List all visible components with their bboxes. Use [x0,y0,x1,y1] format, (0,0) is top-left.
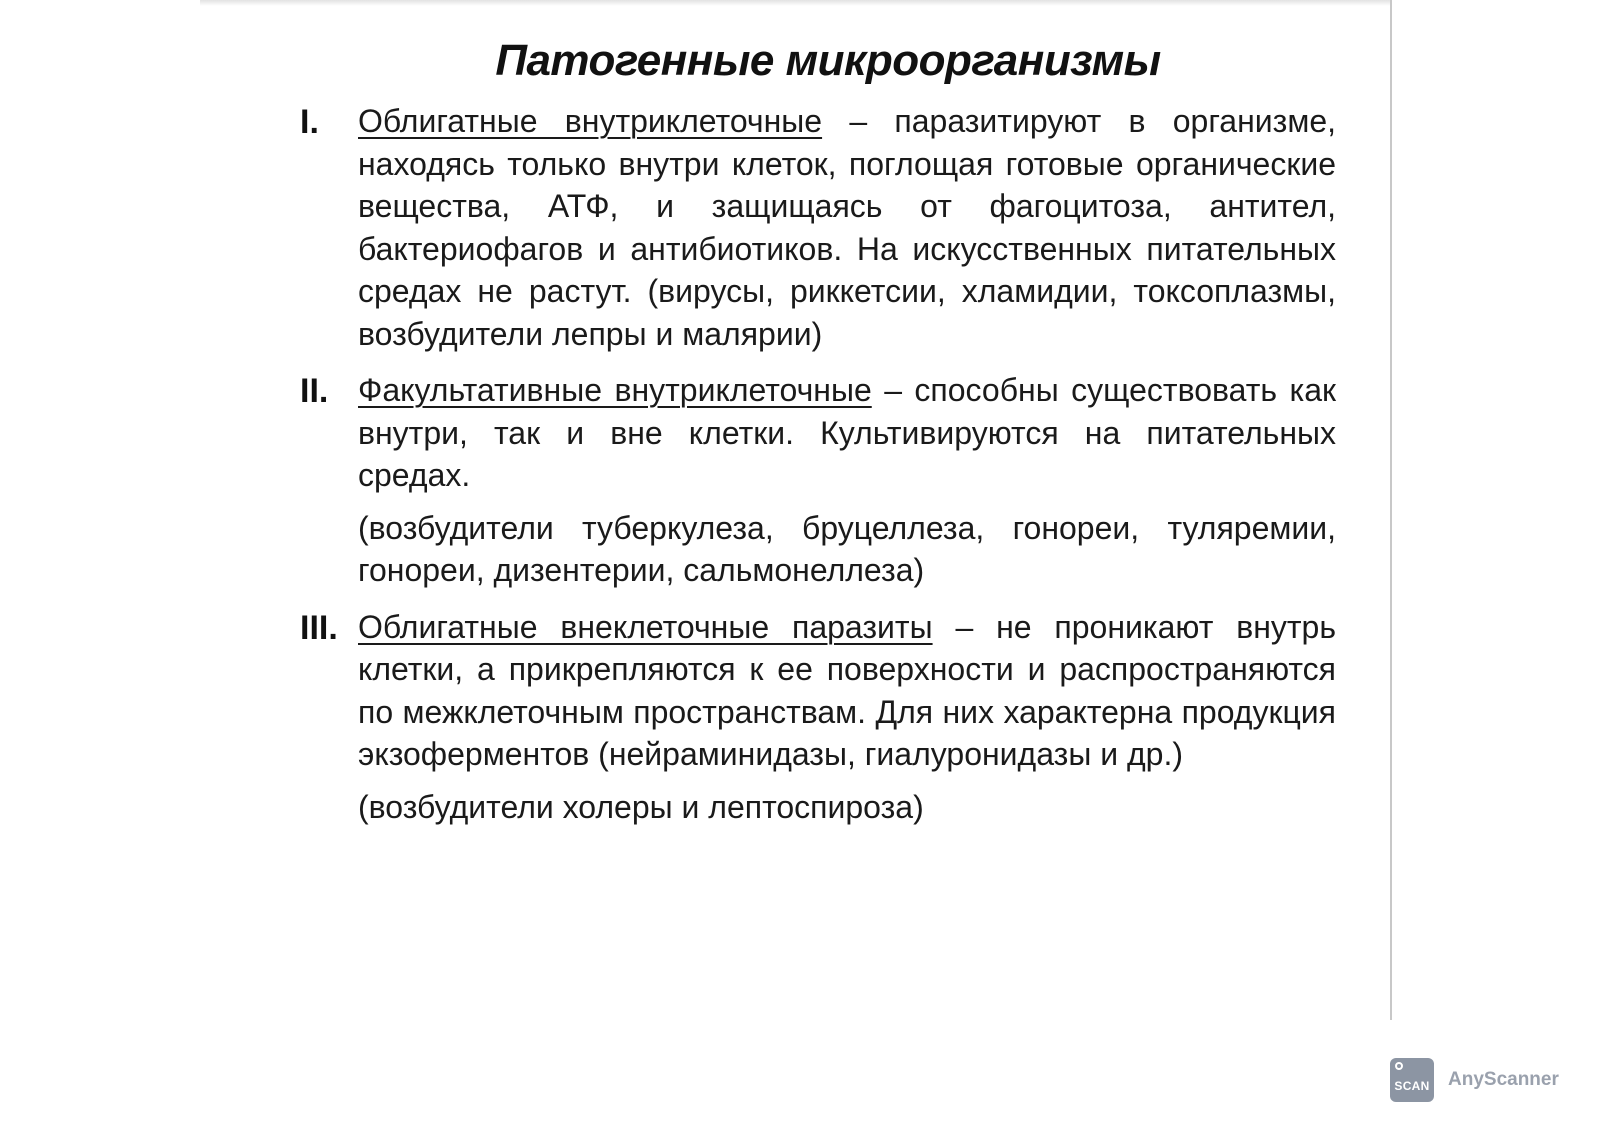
lens-dot-icon [1395,1062,1403,1070]
section-term: Факультативные внутриклеточные [358,372,872,408]
document-page [300,36,1336,996]
section-definition-text: – способны существовать как внутри, так и вне клетки. Культивируются на питательных средах. [358,372,1336,493]
section-term: Облигатные внутриклеточные [358,103,823,139]
section-examples: (возбудители холеры и лептоспироза) [358,788,924,825]
brand-name: AnyScanner [1448,1069,1559,1090]
section-definition [358,606,1336,776]
section-definition [358,369,1336,497]
section-examples: (возбудители туберкулеза, бруцеллеза, гонореи, туляремии, гонореи, дизентерии, сальмонеллеза) [358,509,1336,588]
page-title: Патогенные микроорганизмы [495,36,1161,85]
section-term: Облигатные внеклеточные паразиты [358,608,933,645]
scan-top-shadow [200,0,1390,6]
section-numeral: III. [300,608,338,647]
section-body [358,606,1336,829]
scan-page-edge [1390,0,1392,1020]
section-definition [358,100,1336,355]
section-numeral: II. [300,372,329,410]
scanner-app-icon [1390,1058,1434,1102]
section-body [358,369,1336,592]
section-definition-text: – не проникают внутрь клетки, а прикрепляются к ее поверхности и распространяются по межклеточным пространствам. Для них характерна продукция экзоферментов (нейраминидазы, гиалуронидазы и др.) [358,608,1337,772]
icon-label: SCAN [1394,1079,1430,1093]
anyscanner-watermark [1390,1058,1559,1102]
section-obligate-extracellular [300,606,1336,829]
section-numeral: I. [300,103,319,141]
section-obligate-intracellular [300,100,1336,355]
section-body [358,100,1336,355]
section-facultative-intracellular [300,369,1336,592]
section-definition-text: – паразитируют в организме, находясь только внутри клеток, поглощая готовые органические вещества, АТФ, и защищаясь от фагоцитоза, антител, бактериофагов и антибиотиков. На искусственных питательных средах не растут. (вирусы, риккетсии, хламидии, токсоплазмы, возбудители лепры и малярии) [358,103,1337,352]
